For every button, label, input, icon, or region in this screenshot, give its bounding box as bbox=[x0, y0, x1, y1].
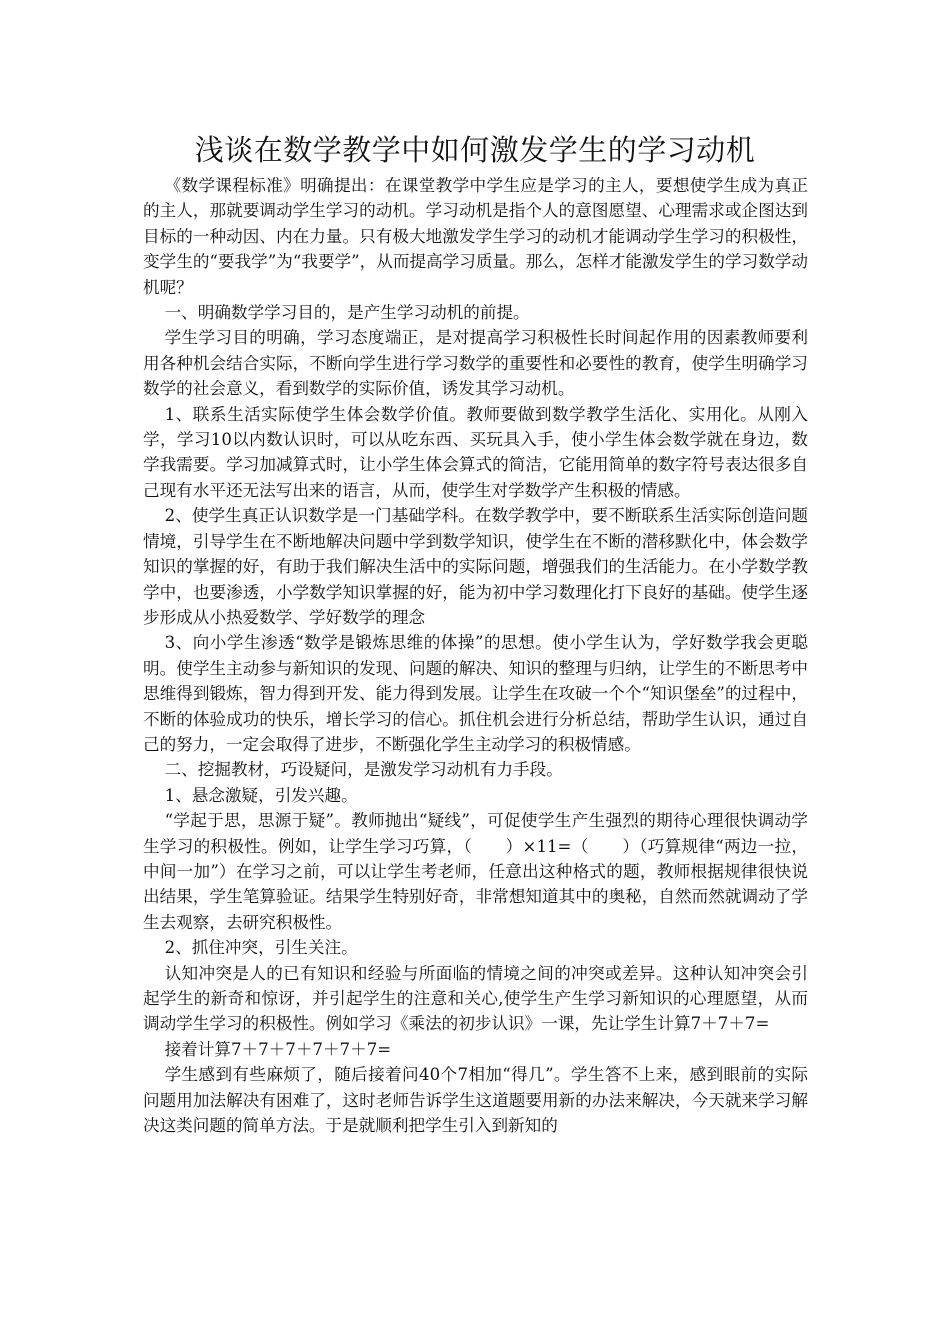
body-paragraph: “学起于思，思源于疑”。教师抛出“疑线”，可促使学生产生强烈的期待心理很快调动学生学习的积极性。例如，让学生学习巧算，（ ）×11=（ ）（巧算规律“两边一拉，中间一加”）在学习之前，可以让学生考老师，任意出这种格式的题，教师根据规律很快说出结果，学生笔算验证。结果学生特别好奇，非常想知道其中的奥秘，自然而然就调动了学生去观察，去研究积极性。 bbox=[143, 811, 808, 932]
body-paragraph: 学生学习目的明确，学习态度端正，是对提高学习积极性长时间起作用的因素教师要利用各种机会结合实际，不断向学生进行学习数学的重要性和必要性的教育，使学生明确学习数学的社会意义，看到数学的实际价值，诱发其学习动机。 bbox=[143, 328, 808, 399]
body-paragraph: 1、联系生活实际使学生体会数学价值。教师要做到数学教学生活化、实用化。从刚入学，学习10以内数认识时，可以从吃东西、买玩具入手，使小学生体会数学就在身边，数学我需要。学习加减算式时，让小学生体会算式的简洁，它能用简单的数字符号表达很多自己现有水平还无法写出来的语言，从而，使学生对学数学产生积极的情感。 bbox=[143, 404, 808, 500]
document-title: 浅谈在数学教学中如何激发学生的学习动机 bbox=[194, 133, 756, 167]
subheading: 1、悬念激疑，引发兴趣。 bbox=[164, 785, 358, 805]
document-body bbox=[143, 173, 808, 1138]
section-heading-1: 一、明确数学学习目的，是产生学习动机的前提。 bbox=[164, 303, 530, 323]
body-paragraph: 2、使学生真正认识数学是一门基础学科。在数学教学中，要不断联系生活实际创造问题情境，引导学生在不断地解决问题中学到数学知识，使学生在不断的潜移默化中，体会数学知识的掌握的好，有助于我们解决生活中的实际问题，增强我们的生活能力。在小学数学教学中，也要渗透，小学数学知识掌握的好，能为初中学习数理化打下良好的基础。使学生逐步形成从小热爱数学、学好数学的理念 bbox=[143, 506, 808, 627]
section-heading-2: 二、挖掘教材，巧设疑问，是激发学习动机有力手段。 bbox=[164, 760, 563, 780]
equation-line: 接着计算7＋7＋7＋7＋7＋7= bbox=[164, 1039, 392, 1059]
body-paragraph: 认知冲突是人的已有知识和经验与所面临的情境之间的冲突或差异。这种认知冲突会引起学生的新奇和惊讶，并引起学生的注意和关心,使学生产生学习新知识的心理愿望，从而调动学生学习的积极性。例如学习《乘法的初步认识》一课，先让学生计算7＋7＋7= bbox=[143, 963, 808, 1034]
body-paragraph: 3、向小学生渗透“数学是锻炼思维的体操”的思想。使小学生认为，学好数学我会更聪明。使学生主动参与新知识的发现、问题的解决、知识的整理与归纳，让学生的不断思考中思维得到锻炼，智力得到开发、能力得到发展。让学生在攻破一个个“知识堡垒”的过程中，不断的体验成功的快乐，增长学习的信心。抓住机会进行分析总结，帮助学生认识，通过自己的努力，一定会取得了进步，不断强化学生主动学习的积极情感。 bbox=[143, 633, 808, 754]
subheading: 2、抓住冲突，引生关注。 bbox=[164, 938, 358, 958]
intro-paragraph: 《数学课程标准》明确提出：在课堂教学中学生应是学习的主人，要想使学生成为真正的主人，那就要调动学生学习的动机。学习动机是指个人的意图愿望、心理需求或企图达到目标的一种动因、内在力量。只有极大地激发学生学习的动机才能调动学生学习的积极性，变学生的“要我学”为“我要学”，从而提高学习质量。那么，怎样才能激发学生的学习数学动机呢？ bbox=[143, 176, 808, 297]
body-paragraph: 学生感到有些麻烦了，随后接着问40个7相加“得几”。学生答不上来，感到眼前的实际问题用加法解决有困难了，这时老师告诉学生这道题要用新的办法来解决，今天就来学习解决这类问题的简单方法。于是就顺利把学生引入到新知的 bbox=[143, 1065, 808, 1136]
